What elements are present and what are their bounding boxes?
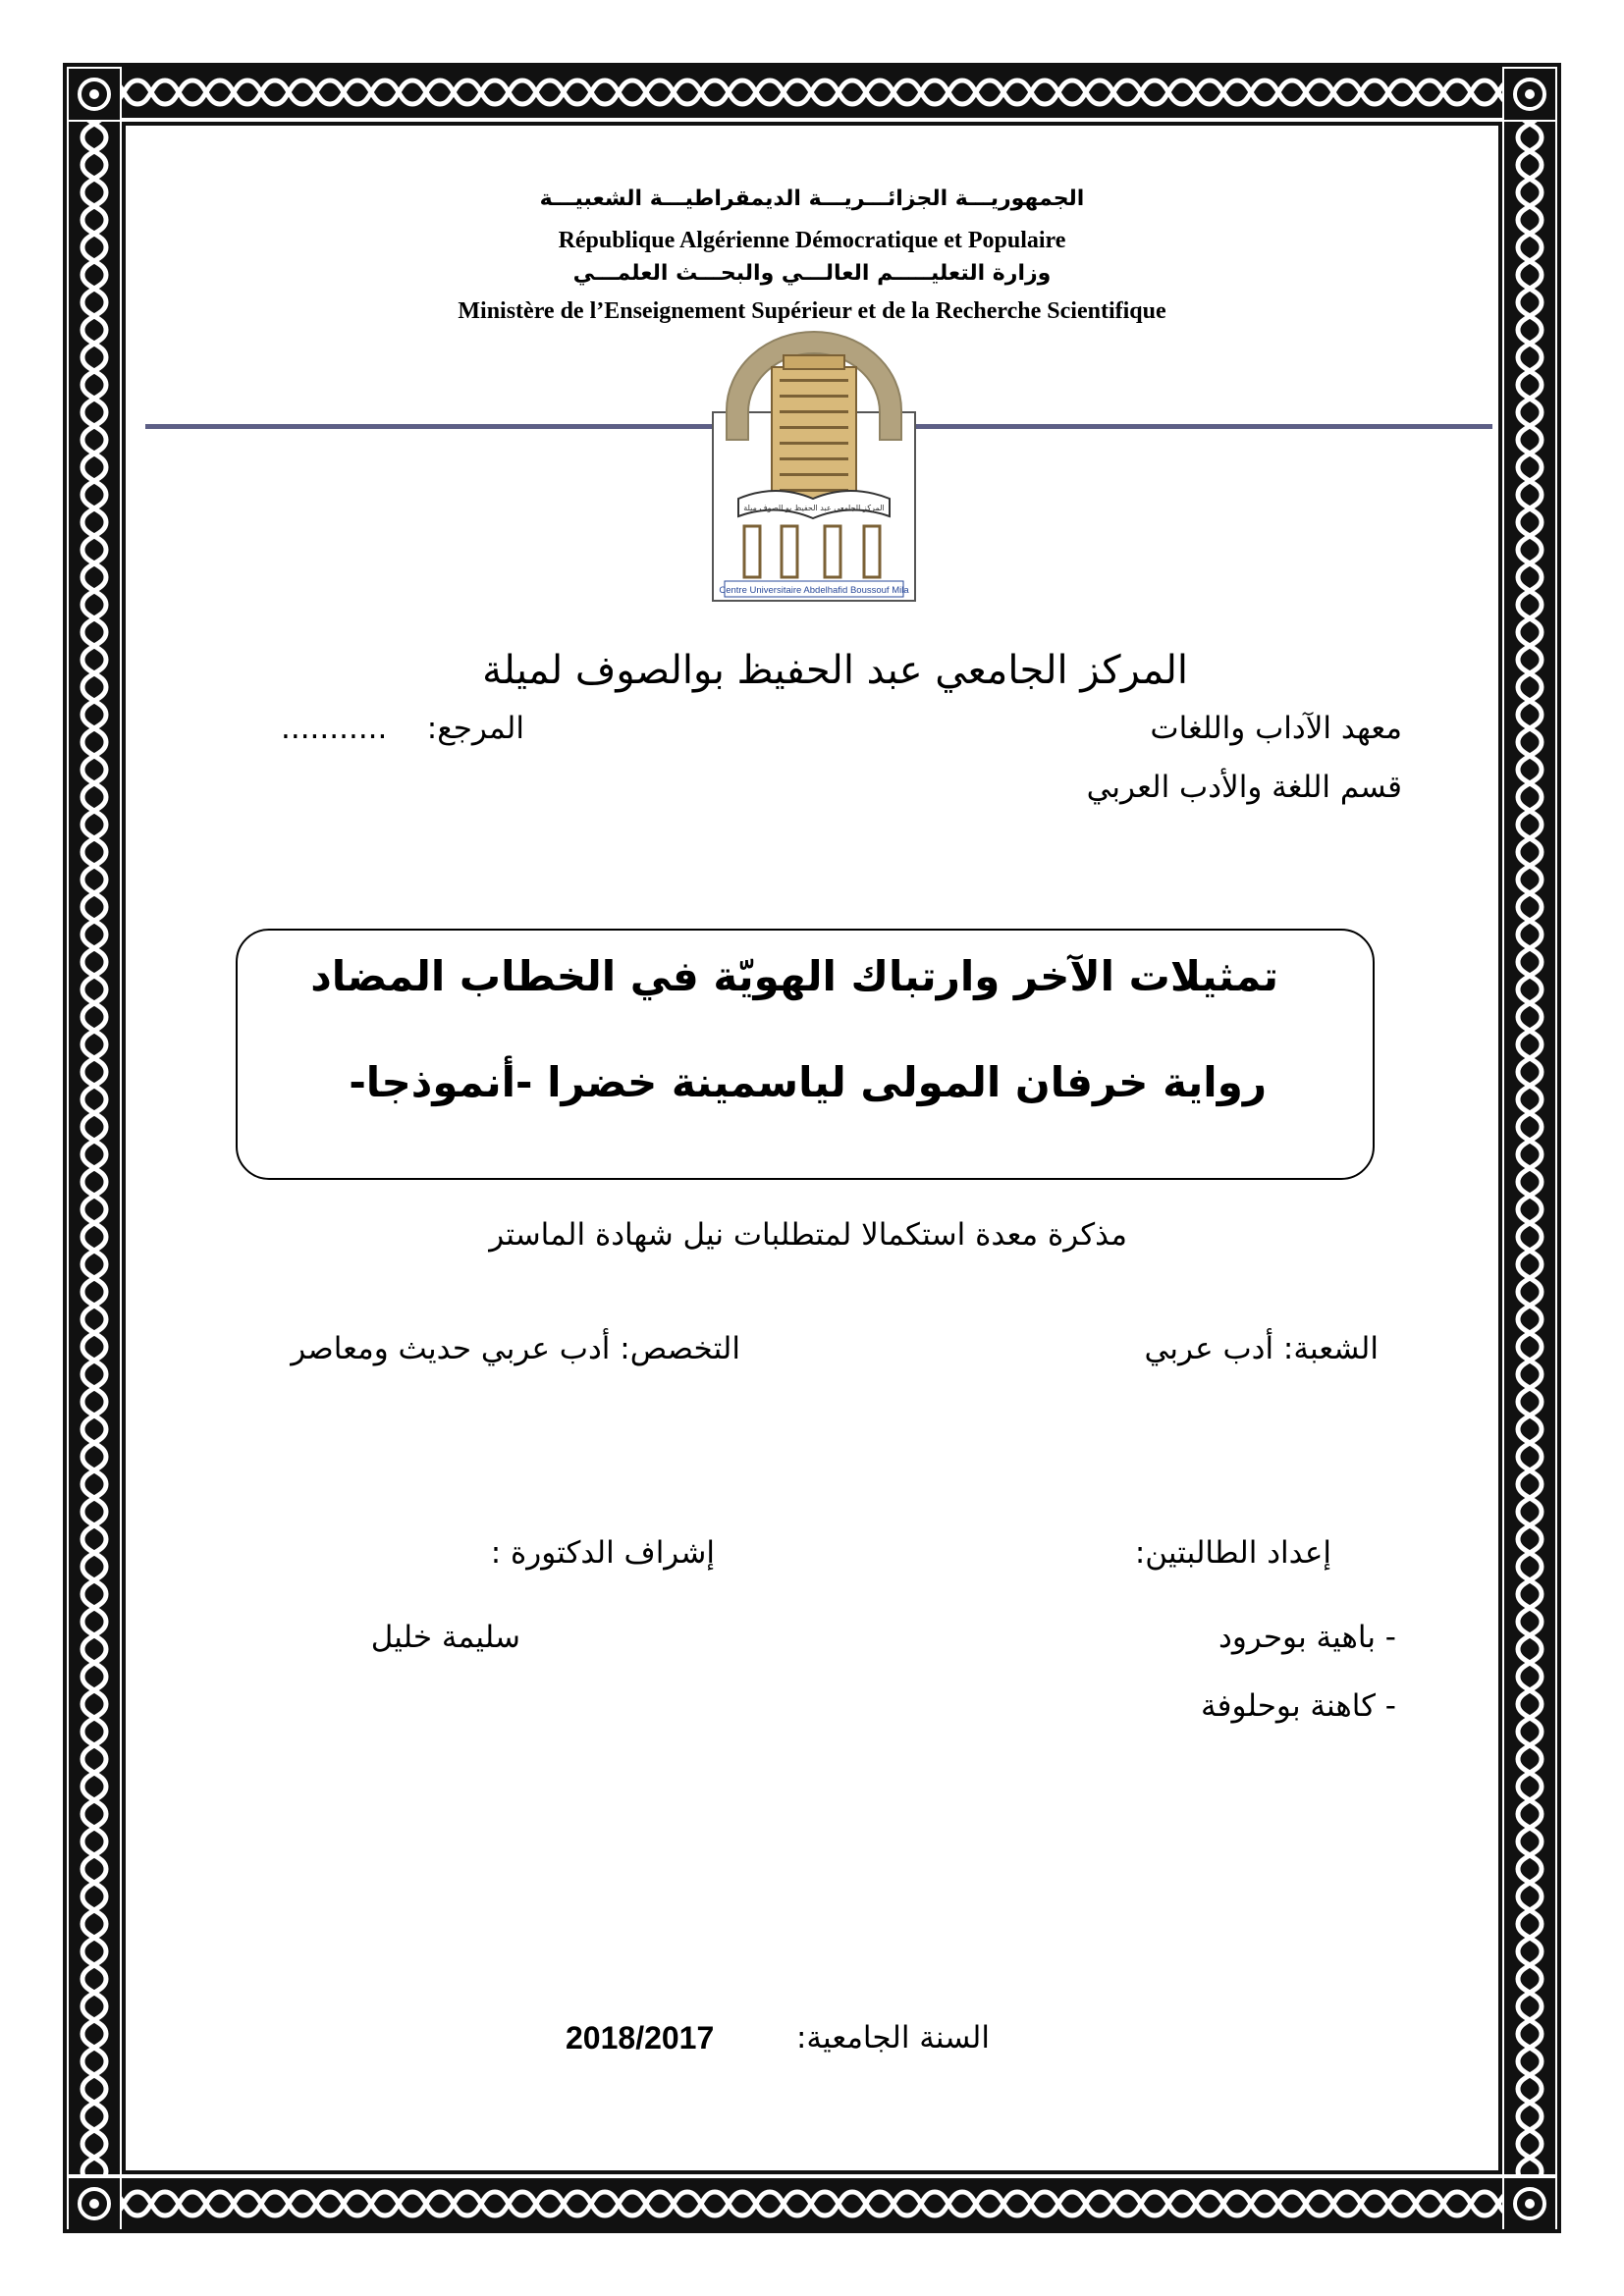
university-logo <box>711 324 917 603</box>
thesis-title-line1: تمثيلات الآخر وارتباك الهويّة في الخطاب المضاد <box>310 952 1278 1000</box>
memo-description: مذكرة معدة استكمالا لمتطلبات نيل شهادة الماستر <box>489 1217 1127 1253</box>
supervisor-label: إشراف الدكتورة : <box>490 1535 715 1571</box>
department-name: قسم اللغة والأدب العربي <box>1086 770 1402 805</box>
specialty: التخصص: أدب عربي حديث ومعاصر <box>291 1331 740 1366</box>
reference-label: المرجع: <box>426 711 524 746</box>
ministry-french: Ministère de l’Enseignement Supérieur et de la Recherche Scientifique <box>458 298 1166 324</box>
branch: الشعبة: أدب عربي <box>1144 1331 1379 1366</box>
institute-name: معهد الآداب واللغات <box>1150 711 1402 746</box>
institution-name: المركز الجامعي عبد الحفيظ بوالصوف لميلة <box>482 648 1188 693</box>
logo-caption: Centre Universitaire Abdelhafid Boussouf Mila <box>719 585 909 596</box>
student-name-1: - باهية بوحرود <box>1218 1620 1396 1655</box>
academic-year-label: السنة الجامعية: <box>795 2020 990 2056</box>
students-label: إعداد الطالبتين: <box>1134 1535 1331 1571</box>
ministry-arabic: وزارة التعليـــــم العالـــي والبحـــث العلمـــي <box>572 261 1052 286</box>
reference-value: ........... <box>281 711 388 746</box>
supervisor-name: سليمة خليل <box>370 1620 520 1655</box>
logo-emblem-text: المركز الجامعي عبد الحفيظ بو الصوف ميلة <box>743 504 885 512</box>
university-logo-emblem <box>711 324 917 603</box>
academic-year-value: 2018/2017 <box>566 2020 715 2056</box>
student-name-2: - كاهنة بوحلوفة <box>1201 1688 1396 1724</box>
thesis-title-line2: رواية خرفان المولى لياسمينة خضرا -أنموذجا- <box>349 1058 1267 1106</box>
republic-arabic: الجمهوريـــة الجزائـــريـــة الديمقراطيـــة الشعبيـــة <box>539 187 1085 211</box>
republic-french: République Algérienne Démocratique et Populaire <box>558 228 1066 253</box>
